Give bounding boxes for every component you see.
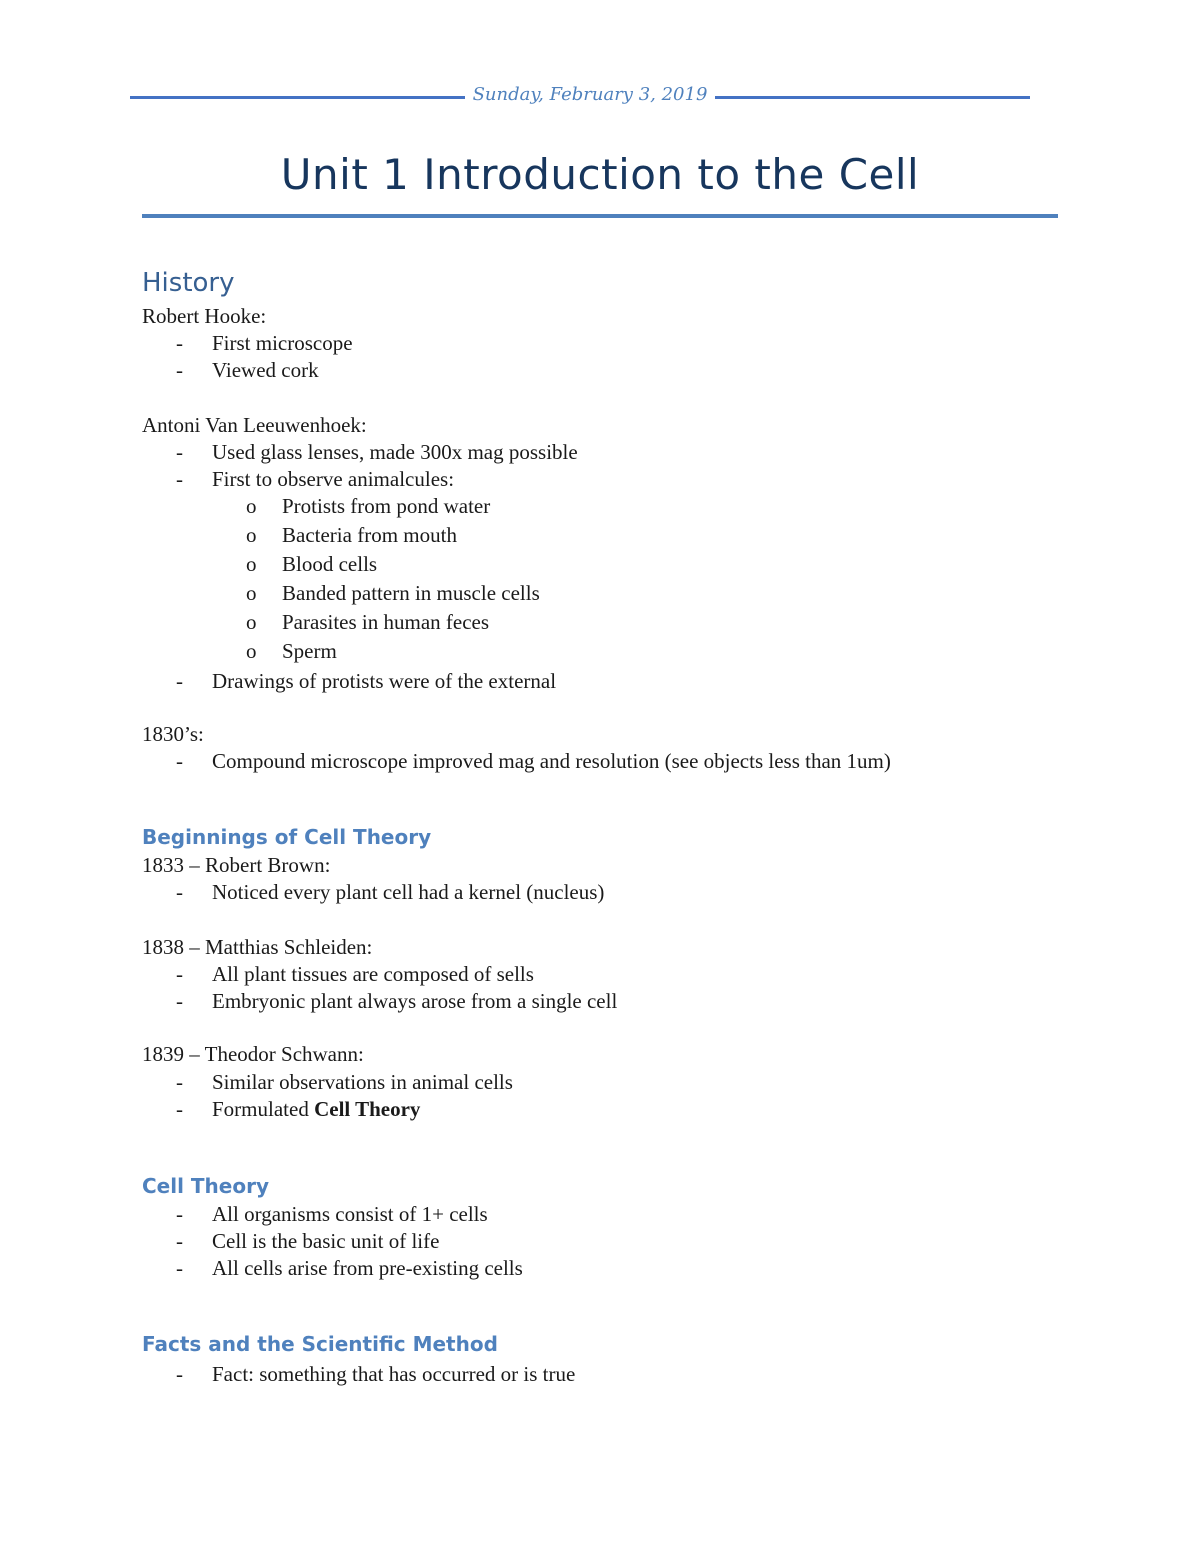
dash-marker: - — [176, 749, 183, 773]
title-underline — [142, 214, 1058, 218]
list-item-text: First to observe animalcules: — [212, 467, 455, 491]
leeuwenhoek-label: Antoni Van Leeuwenhoek: — [142, 413, 367, 437]
list-item-text: All organisms consist of 1+ cells — [212, 1202, 488, 1226]
sub-list-item-text: Banded pattern in muscle cells — [282, 581, 540, 605]
list-item — [176, 749, 891, 774]
list-item — [176, 440, 578, 465]
list-item — [176, 1362, 575, 1387]
list-item — [176, 880, 604, 905]
dash-marker: - — [176, 989, 183, 1013]
list-item-text: Cell is the basic unit of life — [212, 1229, 440, 1253]
dash-marker: - — [176, 1202, 183, 1226]
page-title: Unit 1 Introduction to the Cell — [280, 150, 920, 199]
schleiden-label: 1838 – Matthias Schleiden: — [142, 935, 373, 959]
list-item — [176, 1202, 488, 1227]
sub-list-item-text: Bacteria from mouth — [282, 523, 457, 547]
dash-marker: - — [176, 962, 183, 986]
dash-marker: - — [176, 669, 183, 693]
circle-marker: o — [246, 494, 257, 518]
sub-list-item-text: Parasites in human feces — [282, 610, 490, 634]
sub-list-item — [246, 610, 489, 635]
list-item-text: Fact: something that has occurred or is true — [212, 1362, 576, 1386]
eighteen30s-label: 1830’s: — [142, 722, 204, 746]
circle-marker: o — [246, 639, 257, 663]
list-item-text: All cells arise from pre-existing cells — [212, 1256, 523, 1280]
list-item — [176, 1229, 439, 1254]
dash-marker: - — [176, 440, 183, 464]
circle-marker: o — [246, 552, 257, 576]
list-item — [176, 962, 534, 987]
dash-marker: - — [176, 880, 183, 904]
list-item — [176, 1070, 513, 1095]
list-item — [176, 669, 556, 694]
sub-list-item-text: Blood cells — [282, 552, 378, 576]
dash-marker: - — [176, 358, 183, 382]
circle-marker: o — [246, 581, 257, 605]
bold-term: Cell Theory — [314, 1097, 421, 1121]
heading-history: History — [142, 268, 235, 298]
sub-list-item — [246, 494, 490, 519]
circle-marker: o — [246, 610, 257, 634]
list-item-text: First microscope — [212, 331, 353, 355]
list-item-text: Similar observations in animal cells — [212, 1070, 513, 1094]
date-text: Sunday, February 3, 2019 — [472, 84, 708, 105]
list-item-text: Embryonic plant always arose from a single cell — [212, 989, 618, 1013]
list-item-text: Noticed every plant cell had a kernel (nucleus) — [212, 880, 605, 904]
sub-list-item — [246, 552, 377, 577]
list-item — [176, 467, 454, 492]
dash-marker: - — [176, 331, 183, 355]
dash-marker: - — [176, 1362, 183, 1386]
date-rule-left — [130, 96, 465, 99]
dash-marker: - — [176, 1229, 183, 1253]
dash-marker: - — [176, 467, 183, 491]
sub-list-item — [246, 581, 540, 606]
dash-marker: - — [176, 1097, 183, 1121]
date-rule-right — [715, 96, 1030, 99]
list-item — [176, 989, 617, 1014]
list-item-text: Drawings of protists were of the external — [212, 669, 557, 693]
date-header — [130, 84, 1030, 112]
dash-marker: - — [176, 1070, 183, 1094]
sub-list-item — [246, 523, 457, 548]
list-item — [176, 1256, 523, 1281]
heading-beginnings: Beginnings of Cell Theory — [142, 825, 432, 849]
schwann-label: 1839 – Theodor Schwann: — [142, 1042, 364, 1066]
dash-marker: - — [176, 1256, 183, 1280]
brown-label: 1833 – Robert Brown: — [142, 853, 331, 877]
sub-list-item-text: Sperm — [282, 639, 337, 663]
sub-list-item — [246, 639, 337, 664]
list-item-text: Viewed cork — [212, 358, 319, 382]
hooke-label: Robert Hooke: — [142, 304, 267, 328]
circle-marker: o — [246, 523, 257, 547]
list-item — [176, 358, 319, 383]
list-item-text: Formulated — [212, 1097, 315, 1121]
list-item — [176, 1097, 420, 1122]
heading-facts: Facts and the Scientific Method — [142, 1332, 498, 1356]
list-item-text: All plant tissues are composed of sells — [212, 962, 534, 986]
list-item-text: Compound microscope improved mag and resolution (see objects less than 1um) — [212, 749, 891, 773]
heading-cell-theory: Cell Theory — [142, 1174, 270, 1198]
list-item-text: Used glass lenses, made 300x mag possible — [212, 440, 578, 464]
list-item — [176, 331, 353, 356]
sub-list-item-text: Protists from pond water — [282, 494, 491, 518]
